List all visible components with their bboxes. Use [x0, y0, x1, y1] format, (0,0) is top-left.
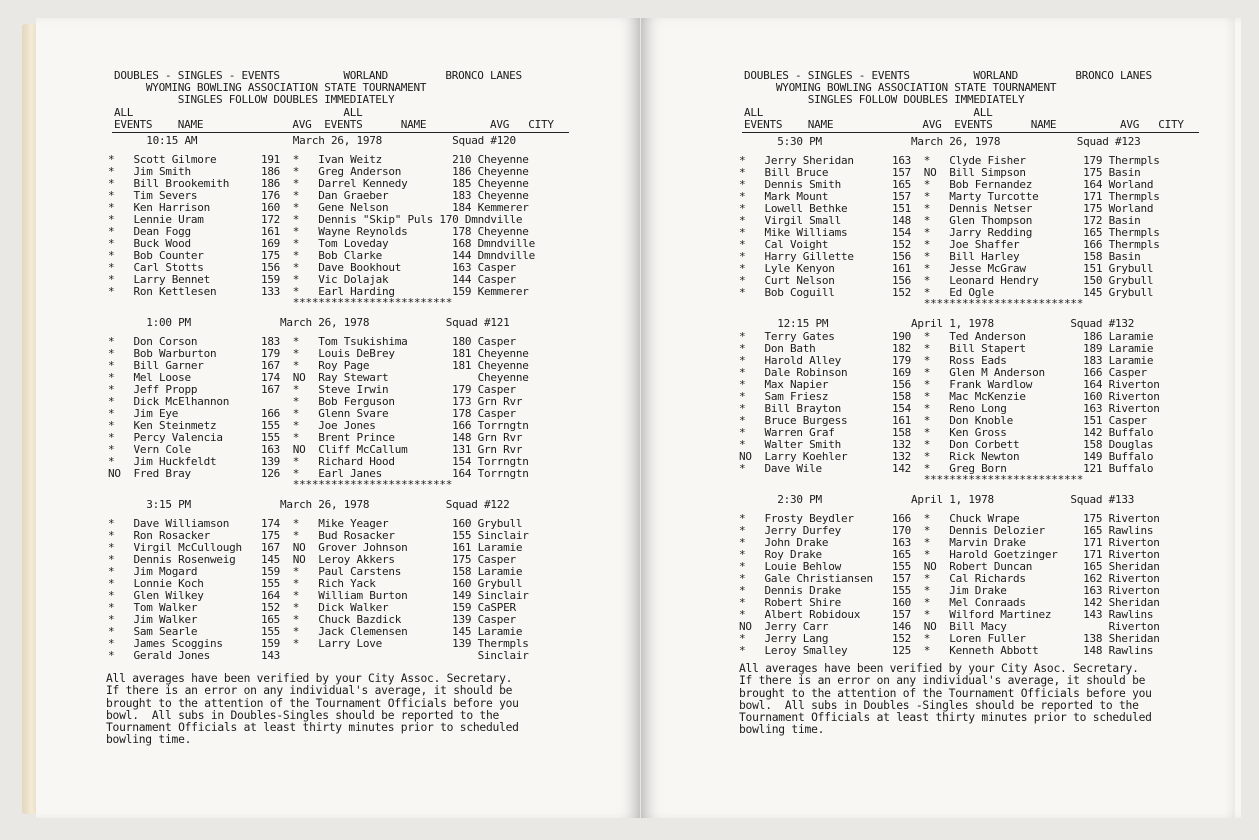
roster-row: * Mike Williams 154 * Jarry Redding 165 Thermpls [739, 226, 1160, 239]
roster-row: * Warren Graf 158 * Ken Gross 142 Buffalo [739, 426, 1154, 439]
column-header: EVENTS NAME AVG EVENTS NAME AVG CITY [744, 118, 1184, 131]
roster-row: * Curt Nelson 156 * Leonard Hendry 150 Grybull [739, 274, 1154, 287]
squad-header: 10:15 AM March 26, 1978 Squad #120 [108, 134, 516, 147]
roster-row: * John Drake 163 * Marvin Drake 171 Riverton [739, 536, 1160, 549]
roster-row: * Sam Searle 155 * Jack Clemensen 145 Laramie [108, 625, 523, 638]
roster-row: * Jerry Sheridan 163 * Clyde Fisher 179 Thermpls [739, 154, 1160, 167]
squad-separator: ************************* [739, 297, 1084, 310]
roster-row: * Harold Alley 179 * Ross Eads 183 Laramie [739, 354, 1154, 367]
roster-row: * Virgil McCullough 167 NO Grover Johnson 161 Laramie [108, 541, 523, 554]
squad-separator: ************************* [108, 478, 453, 491]
roster-row: * Lyle Kenyon 161 * Jesse McGraw 151 Grybull [739, 262, 1154, 275]
roster-row: * Dick McElhannon * Bob Ferguson 173 Grn Rvr [108, 395, 523, 408]
roster-row: * Roy Drake 165 * Harold Goetzinger 171 Riverton [739, 548, 1160, 561]
squad-header: 3:15 PM March 26, 1978 Squad #122 [108, 498, 510, 511]
roster-row: * Scott Gilmore 191 * Ivan Weitz 210 Cheyenne [108, 153, 529, 166]
roster-row: * Bill Bruce 157 NO Bill Simpson 175 Basin [739, 166, 1141, 179]
roster-row: * Dave Williamson 174 * Mike Yeager 160 Grybull [108, 517, 523, 530]
roster-row: * Max Napier 156 * Frank Wardlow 164 Riverton [739, 378, 1160, 391]
squad-header: 2:30 PM April 1, 1978 Squad #133 [739, 493, 1135, 506]
averages-note: All averages have been verified by your City Asoc. Secretary. If there is an error on any individual's average, it should be brought to the attention of the Tournament Officials before you bowl. All subs in Doubles -Singles should be reported to the Tournament Officials at least thirty minutes prior to scheduled bowling time. [739, 662, 1152, 737]
roster-row: * Dean Fogg 161 * Wayne Reynolds 178 Cheyenne [108, 225, 529, 238]
left-page [36, 18, 640, 818]
roster-row: * Glen Wilkey 164 * William Burton 149 Sinclair [108, 589, 529, 602]
roster-row: * Dale Robinson 169 * Glen M Anderson 166 Casper [739, 366, 1147, 379]
column-header-top: ALL ALL [114, 106, 363, 119]
squad-separator: ************************* [739, 473, 1084, 486]
roster-row: * Louie Behlow 155 NO Robert Duncan 165 Sheridan [739, 560, 1160, 573]
roster-row: * Percy Valencia 155 * Brent Prince 148 Grn Rvr [108, 431, 523, 444]
roster-row: * Bob Warburton 179 * Louis DeBrey 181 Cheyenne [108, 347, 529, 360]
page-header-association: WYOMING BOWLING ASSOCIATION STATE TOURNAMENT [114, 81, 427, 94]
roster-row: * Bob Counter 175 * Bob Clarke 144 Dmndville [108, 249, 535, 262]
roster-row: * Jim Mogard 159 * Paul Carstens 158 Laramie [108, 565, 523, 578]
roster-row: * Jim Huckfeldt 139 * Richard Hood 154 Torrngtn [108, 455, 529, 468]
column-header-top: ALL ALL [744, 106, 993, 119]
roster-row: * Walter Smith 132 * Don Corbett 158 Douglas [739, 438, 1154, 451]
roster-row: * Don Bath 182 * Bill Stapert 189 Laramie [739, 342, 1154, 355]
roster-row: * Ken Steinmetz 155 * Joe Jones 166 Torrngtn [108, 419, 529, 432]
roster-row: * Lonnie Koch 155 * Rich Yack 160 Grybull [108, 577, 523, 590]
roster-row: * Jeff Propp 167 * Steve Irwin 179 Casper [108, 383, 516, 396]
roster-row: * Jerry Lang 152 * Loren Fuller 138 Sheridan [739, 632, 1160, 645]
column-header: EVENTS NAME AVG EVENTS NAME AVG CITY [114, 118, 554, 131]
roster-row: * Bob Coguill 152 * Ed Ogle 145 Grybull [739, 286, 1154, 299]
roster-row: * Lennie Uram 172 * Dennis "Skip" Puls 170 Dmndville [108, 213, 523, 226]
roster-row: * Ron Rosacker 175 * Bud Rosacker 155 Sinclair [108, 529, 529, 542]
column-header-rule [112, 132, 569, 133]
squad-header: 12:15 PM April 1, 1978 Squad #132 [739, 317, 1135, 330]
roster-row: * Harry Gillette 156 * Bill Harley 158 Basin [739, 250, 1141, 263]
roster-row: * Ron Kettlesen 133 * Earl Harding 159 Kemmerer [108, 285, 529, 298]
page-header-association: WYOMING BOWLING ASSOCIATION STATE TOURNAMENT [744, 81, 1057, 94]
roster-row: * Robert Shire 160 * Mel Conraads 142 Sheridan [739, 596, 1160, 609]
roster-row: * Bruce Burgess 161 * Don Knoble 151 Casper [739, 414, 1147, 427]
roster-row: * Don Corson 183 * Tom Tsukishima 180 Casper [108, 335, 516, 348]
squad-header: 5:30 PM March 26, 1978 Squad #123 [739, 135, 1141, 148]
column-header-rule [742, 132, 1199, 133]
squad-separator: ************************* [108, 296, 453, 309]
roster-row: * Mel Loose 174 NO Ray Stewart Cheyenne [108, 371, 529, 384]
roster-row: * Tom Walker 152 * Dick Walker 159 CaSPER [108, 601, 516, 614]
squad-header: 1:00 PM March 26, 1978 Squad #121 [108, 316, 510, 329]
roster-row: * Cal Voight 152 * Joe Shaffer 166 Thermpls [739, 238, 1160, 251]
roster-row: * Tim Severs 176 * Dan Graeber 183 Cheyenne [108, 189, 529, 202]
roster-row: * Ken Harrison 160 * Gene Nelson 184 Kemmerer [108, 201, 529, 214]
roster-row: NO Larry Koehler 132 * Rick Newton 149 Buffalo [739, 450, 1154, 463]
roster-row: * Carl Stotts 156 * Dave Bookhout 163 Casper [108, 261, 516, 274]
averages-note: All averages have been verified by your City Assoc. Secretary. If there is an error on any individual's average, it should be brought to the attention of the Tournament Officials before you bowl. All subs in Doubles-Singles should be reported to the Tournament Officials at least thirty minutes prior to scheduled bowling time. [106, 672, 519, 747]
roster-row: * Dave Wile 142 * Greg Born 121 Buffalo [739, 462, 1154, 475]
roster-row: * Leroy Smalley 125 * Kenneth Abbott 148 Rawlins [739, 644, 1154, 657]
roster-row: * Gale Christiansen 157 * Cal Richards 162 Riverton [739, 572, 1160, 585]
roster-row: * Lowell Bethke 151 * Dennis Netser 175 Worland [739, 202, 1154, 215]
page-header-title: DOUBLES - SINGLES - EVENTS WORLAND BRONCO LANES [744, 69, 1152, 82]
page-header-title: DOUBLES - SINGLES - EVENTS WORLAND BRONCO LANES [114, 69, 522, 82]
roster-row: * Jerry Durfey 170 * Dennis Delozier 165 Rawlins [739, 524, 1154, 537]
roster-row: * Virgil Small 148 * Glen Thompson 172 Basin [739, 214, 1141, 227]
roster-row: * Larry Bennet 159 * Vic Dolajak 144 Casper [108, 273, 516, 286]
roster-row: * Dennis Smith 165 * Bob Fernandez 164 Worland [739, 178, 1154, 191]
roster-row: * Jim Walker 165 * Chuck Bazdick 139 Casper [108, 613, 516, 626]
roster-row: * James Scoggins 159 * Larry Love 139 Thermpls [108, 637, 529, 650]
right-page [641, 18, 1241, 818]
page-edge-shade [1225, 18, 1235, 818]
roster-row: * Jim Smith 186 * Greg Anderson 186 Cheyenne [108, 165, 529, 178]
page-header-note: SINGLES FOLLOW DOUBLES IMMEDIATELY [114, 93, 395, 106]
roster-row: * Dennis Rosenweig 145 NO Leroy Akkers 175 Casper [108, 553, 516, 566]
roster-row: * Vern Cole 163 NO Cliff McCallum 131 Grn Rvr [108, 443, 523, 456]
roster-row: * Bill Garner 167 * Roy Page 181 Cheyenne [108, 359, 529, 372]
roster-row: * Bill Brayton 154 * Reno Long 163 Riverton [739, 402, 1160, 415]
roster-row: * Sam Friesz 158 * Mac McKenzie 160 Riverton [739, 390, 1160, 403]
roster-row: NO Jerry Carr 146 NO Bill Macy Riverton [739, 620, 1160, 633]
roster-row: * Mark Mount 157 * Marty Turcotte 171 Thermpls [739, 190, 1160, 203]
roster-row: * Frosty Beydler 166 * Chuck Wrape 175 Riverton [739, 512, 1160, 525]
roster-row: * Buck Wood 169 * Tom Loveday 168 Dmndville [108, 237, 535, 250]
roster-row: * Gerald Jones 143 Sinclair [108, 649, 529, 662]
roster-row: * Dennis Drake 155 * Jim Drake 163 Riverton [739, 584, 1160, 597]
page-header-note: SINGLES FOLLOW DOUBLES IMMEDIATELY [744, 93, 1025, 106]
roster-row: * Bill Brookemith 186 * Darrel Kennedy 185 Cheyenne [108, 177, 529, 190]
roster-row: NO Fred Bray 126 * Earl Janes 164 Torrngtn [108, 467, 529, 480]
roster-row: * Jim Eye 166 * Glenn Svare 178 Casper [108, 407, 516, 420]
roster-row: * Albert Robidoux 157 * Wilford Martinez 143 Rawlins [739, 608, 1154, 621]
roster-row: * Terry Gates 190 * Ted Anderson 186 Laramie [739, 330, 1154, 343]
